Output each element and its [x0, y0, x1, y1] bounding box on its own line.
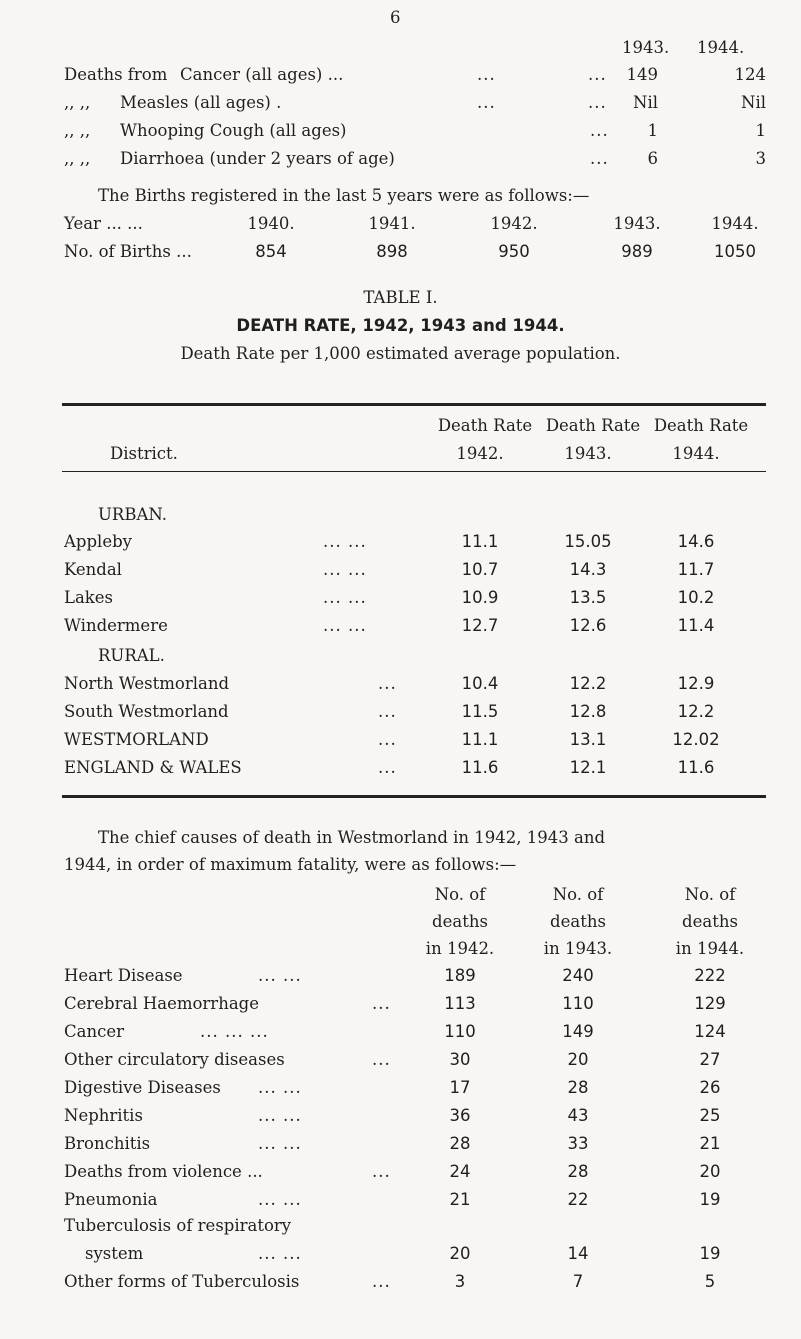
deaths-1943: 7	[572, 1272, 584, 1291]
causes-col-head: in 1943.	[543, 939, 613, 958]
cause-name: Pneumonia	[64, 1190, 158, 1209]
row-dots: ... ...	[323, 588, 367, 607]
deaths-1942: 28	[449, 1134, 471, 1153]
rate-1943: 12.6	[569, 616, 607, 635]
deaths-1942: 20	[449, 1244, 471, 1263]
causes-col-head: deaths	[550, 912, 606, 931]
births-year: 1943.	[613, 214, 661, 233]
district-name: WESTMORLAND	[64, 730, 209, 749]
deaths-1944: 124	[694, 1022, 726, 1041]
cause-name: Bronchitis	[64, 1134, 151, 1153]
births-count: 989	[621, 242, 653, 261]
cause-name: Deaths from violence ...	[64, 1162, 263, 1181]
deaths-1943: 240	[562, 966, 594, 985]
deaths-1944: 25	[699, 1106, 721, 1125]
deaths-row-prefix: ,, ,,	[64, 149, 91, 168]
deaths-1944-value: 124	[734, 65, 766, 84]
causes-col-head: deaths	[682, 912, 738, 931]
row-dots: ...	[378, 702, 397, 721]
deaths-1943: 110	[562, 994, 594, 1013]
rate-1944: 11.6	[677, 758, 715, 777]
rate-1944: 11.7	[677, 560, 715, 579]
rate-1943: 12.2	[569, 674, 607, 693]
table-head-year: 1944.	[672, 444, 720, 463]
rate-1943: 14.3	[569, 560, 607, 579]
deaths-year-1944: 1944.	[697, 38, 745, 57]
row-dots: ... ...	[258, 1106, 302, 1125]
deaths-row-label: Measles (all ages) .	[120, 93, 282, 112]
rate-1942: 12.7	[461, 616, 499, 635]
deaths-1942: 30	[449, 1050, 471, 1069]
deaths-1943: 149	[562, 1022, 594, 1041]
causes-col-head: in 1944.	[675, 939, 745, 958]
row-dots: ... ... ...	[200, 1022, 269, 1041]
row-dots: ... ...	[323, 616, 367, 635]
deaths-1944: 26	[699, 1078, 721, 1097]
rate-1942: 11.5	[461, 702, 499, 721]
births-year: 1941.	[368, 214, 416, 233]
births-intro: The Births registered in the last 5 years were as follows:—	[98, 186, 590, 205]
district-name: ENGLAND & WALES	[64, 758, 242, 777]
deaths-1942: 17	[449, 1078, 471, 1097]
deaths-row-dots: ...	[477, 93, 496, 112]
rate-1942: 11.1	[461, 730, 499, 749]
deaths-1942: 21	[449, 1190, 471, 1209]
district-name: Windermere	[64, 616, 168, 635]
deaths-1944: 19	[699, 1244, 721, 1263]
row-dots: ...	[378, 758, 397, 777]
deaths-1942: 113	[444, 994, 476, 1013]
rate-1944: 12.02	[672, 730, 720, 749]
deaths-1944: 5	[704, 1272, 716, 1291]
causes-col-head: No. of	[434, 885, 486, 904]
deaths-1944: 129	[694, 994, 726, 1013]
table-head-rate: Death Rate	[437, 416, 533, 435]
deaths-1942: 36	[449, 1106, 471, 1125]
causes-intro-line1: The chief causes of death in Westmorland in 1942, 1943 and	[98, 828, 606, 847]
rate-1944: 11.4	[677, 616, 715, 635]
deaths-1944: 19	[699, 1190, 721, 1209]
deaths-1944: 20	[699, 1162, 721, 1181]
rate-1943: 12.8	[569, 702, 607, 721]
cause-name: Other circulatory diseases	[64, 1050, 285, 1069]
deaths-1942: 24	[449, 1162, 471, 1181]
causes-col-head: deaths	[432, 912, 488, 931]
deaths-1943: 20	[567, 1050, 589, 1069]
rate-1944: 12.9	[677, 674, 715, 693]
deaths-1943-value: Nil	[633, 93, 658, 112]
deaths-row-dots: ...	[477, 65, 496, 84]
cause-name: Digestive Diseases	[64, 1078, 221, 1097]
table-head-year: 1942.	[456, 444, 504, 463]
cause-name: Cancer	[64, 1022, 124, 1041]
births-count: 854	[255, 242, 287, 261]
deaths-1943: 28	[567, 1078, 589, 1097]
deaths-year-1943: 1943.	[622, 38, 670, 57]
causes-col-head: No. of	[552, 885, 604, 904]
births-count: 950	[498, 242, 530, 261]
row-dots: ... ...	[258, 1078, 302, 1097]
district-name: Kendal	[64, 560, 122, 579]
table-head-rate: Death Rate	[545, 416, 641, 435]
deaths-row-dots: ...	[590, 121, 609, 140]
deaths-row-dots: ...	[588, 93, 607, 112]
rate-1943: 12.1	[569, 758, 607, 777]
table-bottom-rule	[62, 795, 766, 798]
deaths-1943: 22	[567, 1190, 589, 1209]
deaths-row-label: Whooping Cough (all ages)	[120, 121, 347, 140]
deaths-1944-value: Nil	[741, 93, 766, 112]
cause-name: Nephritis	[64, 1106, 143, 1125]
deaths-1942: 110	[444, 1022, 476, 1041]
table-title: DEATH RATE, 1942, 1943 and 1944.	[236, 316, 565, 335]
table-head-rate: Death Rate	[653, 416, 749, 435]
rate-1944: 12.2	[677, 702, 715, 721]
cause-name: Cerebral Haemorrhage	[64, 994, 259, 1013]
births-count: 898	[376, 242, 408, 261]
deaths-row-label: Cancer (all ages) ...	[180, 65, 344, 84]
table-caption: TABLE I.	[363, 288, 438, 307]
births-count-label: No. of Births ...	[64, 242, 192, 261]
deaths-1943: 43	[567, 1106, 589, 1125]
rate-1944: 10.2	[677, 588, 715, 607]
table-subtitle: Death Rate per 1,000 estimated average population.	[180, 344, 621, 363]
deaths-1944: 27	[699, 1050, 721, 1069]
cause-name: Heart Disease	[64, 966, 183, 985]
births-year: 1944.	[711, 214, 759, 233]
district-name: Lakes	[64, 588, 114, 607]
deaths-1942: 189	[444, 966, 476, 985]
rate-1942: 11.6	[461, 758, 499, 777]
row-dots: ...	[372, 994, 391, 1013]
deaths-row-prefix: ,, ,,	[64, 121, 91, 140]
deaths-row-label: Diarrhoea (under 2 years of age)	[120, 149, 395, 168]
deaths-row-prefix: ,, ,,	[64, 93, 91, 112]
deaths-1943-value: 149	[626, 65, 658, 84]
causes-col-head: No. of	[684, 885, 736, 904]
rate-1942: 10.9	[461, 588, 499, 607]
table-head-year: 1943.	[564, 444, 612, 463]
causes-col-head: in 1942.	[425, 939, 495, 958]
row-dots: ...	[372, 1272, 391, 1291]
row-dots: ... ...	[258, 1190, 302, 1209]
section-heading-urban: URBAN.	[98, 505, 167, 524]
deaths-1943: 28	[567, 1162, 589, 1181]
rate-1942: 11.1	[461, 532, 499, 551]
row-dots: ...	[372, 1050, 391, 1069]
row-dots: ... ...	[258, 1244, 302, 1263]
district-name: South Westmorland	[64, 702, 229, 721]
row-dots: ... ...	[323, 532, 367, 551]
table-header-rule	[62, 471, 766, 472]
cause-name: Other forms of Tuberculosis	[64, 1272, 300, 1291]
row-dots: ... ...	[258, 1134, 302, 1153]
causes-intro-line2: 1944, in order of maximum fatality, were as follows:—	[64, 855, 517, 874]
births-count: 1050	[714, 242, 756, 261]
section-heading-rural: RURAL.	[98, 646, 165, 665]
rate-1943: 15.05	[564, 532, 612, 551]
deaths-1944-value: 1	[755, 121, 766, 140]
rate-1943: 13.1	[569, 730, 607, 749]
deaths-1944: 21	[699, 1134, 721, 1153]
page-number: 6	[390, 8, 401, 27]
row-dots: ...	[378, 674, 397, 693]
deaths-1942: 3	[454, 1272, 466, 1291]
rate-1944: 14.6	[677, 532, 715, 551]
deaths-row-dots: ...	[588, 65, 607, 84]
births-year: 1940.	[247, 214, 295, 233]
rate-1942: 10.7	[461, 560, 499, 579]
deaths-1943: 14	[567, 1244, 589, 1263]
births-year: 1942.	[490, 214, 538, 233]
row-dots: ...	[372, 1162, 391, 1181]
district-name: Appleby	[64, 532, 132, 551]
cause-name: Tuberculosis of respiratory	[64, 1216, 292, 1235]
table-head-district: District.	[110, 444, 178, 463]
deaths-row-dots: ...	[590, 149, 609, 168]
deaths-1943-value: 1	[647, 121, 658, 140]
row-dots: ... ...	[323, 560, 367, 579]
row-dots: ... ...	[258, 966, 302, 985]
deaths-1944-value: 3	[755, 149, 766, 168]
deaths-1943: 33	[567, 1134, 589, 1153]
district-name: North Westmorland	[64, 674, 230, 693]
rate-1943: 13.5	[569, 588, 607, 607]
deaths-1943-value: 6	[647, 149, 658, 168]
cause-name: system	[64, 1244, 144, 1263]
rate-1942: 10.4	[461, 674, 499, 693]
deaths-row-prefix: Deaths from	[64, 65, 168, 84]
deaths-1944: 222	[694, 966, 726, 985]
births-year-label: Year ... ...	[64, 214, 143, 233]
table-top-rule	[62, 403, 766, 406]
row-dots: ...	[378, 730, 397, 749]
